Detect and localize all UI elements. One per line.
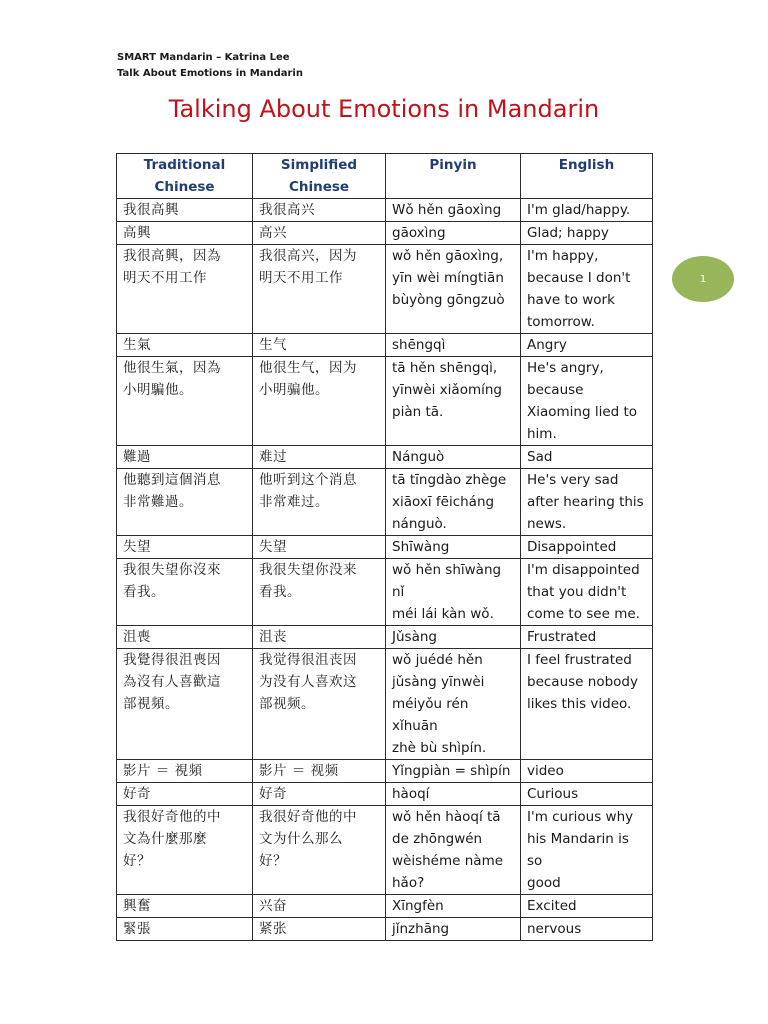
cell-pinyin: Nánguò — [386, 446, 521, 469]
cell-simplified: 失望 — [253, 536, 386, 559]
cell-simplified: 沮丧 — [253, 626, 386, 649]
cell-simplified: 他听到这个消息 非常难过。 — [253, 469, 386, 536]
cell-english: I'm happy, because I don't have to work tomorrow. — [521, 245, 653, 334]
cell-traditional: 高興 — [117, 222, 253, 245]
cell-pinyin: Xīngfèn — [386, 895, 521, 918]
cell-english: nervous — [521, 918, 653, 941]
cell-pinyin: Jǔsàng — [386, 626, 521, 649]
cell-pinyin: Shīwàng — [386, 536, 521, 559]
cell-pinyin: gāoxìng — [386, 222, 521, 245]
table-row — [117, 446, 653, 469]
header-line-2: Talk About Emotions in Mandarin — [117, 68, 303, 79]
table-row — [117, 199, 653, 222]
cell-english: He's angry, because Xiaoming lied to him. — [521, 357, 653, 446]
cell-traditional: 他聽到這個消息 非常難過。 — [117, 469, 253, 536]
cell-traditional: 影片 ＝ 視頻 — [117, 760, 253, 783]
cell-english: video — [521, 760, 653, 783]
table-row — [117, 806, 653, 895]
cell-pinyin: shēngqì — [386, 334, 521, 357]
table-row — [117, 469, 653, 536]
cell-simplified: 我很好奇他的中 文为什么那么 好？ — [253, 806, 386, 895]
cell-simplified: 好奇 — [253, 783, 386, 806]
cell-traditional: 他很生氣，因為 小明騙他。 — [117, 357, 253, 446]
cell-simplified: 我很高兴，因为 明天不用工作 — [253, 245, 386, 334]
cell-english: Sad — [521, 446, 653, 469]
page-number-badge: 1 — [672, 256, 734, 302]
cell-simplified: 兴奋 — [253, 895, 386, 918]
page-title: Talking About Emotions in Mandarin — [168, 95, 600, 123]
cell-simplified: 生气 — [253, 334, 386, 357]
table-row — [117, 649, 653, 760]
cell-pinyin: wǒ hěn gāoxìng, yīn wèi míngtiān bùyòng gōngzuò — [386, 245, 521, 334]
cell-pinyin: tā tīngdào zhège xiāoxī fēicháng nánguò. — [386, 469, 521, 536]
table-row — [117, 357, 653, 446]
vocabulary-table — [116, 153, 653, 941]
cell-simplified: 难过 — [253, 446, 386, 469]
cell-pinyin: hàoqí — [386, 783, 521, 806]
table-row — [117, 783, 653, 806]
cell-english: I'm disappointed that you didn't come to see me. — [521, 559, 653, 626]
table-body — [117, 199, 653, 941]
cell-pinyin: jǐnzhāng — [386, 918, 521, 941]
cell-english: He's very sad after hearing this news. — [521, 469, 653, 536]
table-row — [117, 559, 653, 626]
cell-traditional: 難過 — [117, 446, 253, 469]
cell-english: Angry — [521, 334, 653, 357]
cell-traditional: 生氣 — [117, 334, 253, 357]
cell-traditional: 我覺得很沮喪因 為沒有人喜歡這 部視頻。 — [117, 649, 253, 760]
cell-simplified: 紧张 — [253, 918, 386, 941]
cell-traditional: 我很高興，因為 明天不用工作 — [117, 245, 253, 334]
cell-simplified: 我很高兴 — [253, 199, 386, 222]
document-header — [117, 50, 303, 82]
cell-simplified: 影片 ＝ 视频 — [253, 760, 386, 783]
table-row — [117, 536, 653, 559]
cell-english: I feel frustrated because nobody likes this video. — [521, 649, 653, 760]
table-header-row — [117, 154, 653, 199]
cell-pinyin: Wǒ hěn gāoxìng — [386, 199, 521, 222]
header-traditional: Traditional Chinese — [117, 154, 253, 199]
cell-traditional: 興奮 — [117, 895, 253, 918]
header-pinyin: Pinyin — [386, 154, 521, 199]
cell-traditional: 沮喪 — [117, 626, 253, 649]
cell-traditional: 緊張 — [117, 918, 253, 941]
cell-english: Curious — [521, 783, 653, 806]
table-row — [117, 626, 653, 649]
cell-traditional: 我很失望你沒來 看我。 — [117, 559, 253, 626]
cell-traditional: 我很高興 — [117, 199, 253, 222]
cell-traditional: 好奇 — [117, 783, 253, 806]
table-row — [117, 760, 653, 783]
table-row — [117, 222, 653, 245]
cell-english: Excited — [521, 895, 653, 918]
cell-english: I'm curious why his Mandarin is so good — [521, 806, 653, 895]
cell-pinyin: tā hěn shēngqì, yīnwèi xiǎomíng piàn tā. — [386, 357, 521, 446]
cell-pinyin: Yǐngpiàn = shìpín — [386, 760, 521, 783]
cell-pinyin: wǒ juédé hěn jǔsàng yīnwèi méiyǒu rén xǐhuān zhè bù shìpín. — [386, 649, 521, 760]
header-line-1: SMART Mandarin – Katrina Lee — [117, 52, 290, 63]
cell-english: I'm glad/happy. — [521, 199, 653, 222]
table-row — [117, 918, 653, 941]
table-row — [117, 334, 653, 357]
cell-pinyin: wǒ hěn hàoqí tā de zhōngwén wèishéme nàme hǎo? — [386, 806, 521, 895]
cell-traditional: 我很好奇他的中 文為什麼那麼 好？ — [117, 806, 253, 895]
header-simplified: Simplified Chinese — [253, 154, 386, 199]
table-row — [117, 895, 653, 918]
cell-english: Frustrated — [521, 626, 653, 649]
cell-simplified: 他很生气，因为 小明骗他。 — [253, 357, 386, 446]
cell-simplified: 我很失望你没来 看我。 — [253, 559, 386, 626]
cell-english: Glad; happy — [521, 222, 653, 245]
cell-simplified: 高兴 — [253, 222, 386, 245]
table-row — [117, 245, 653, 334]
cell-pinyin: wǒ hěn shīwàng nǐ méi lái kàn wǒ. — [386, 559, 521, 626]
cell-simplified: 我觉得很沮丧因 为没有人喜欢这 部视频。 — [253, 649, 386, 760]
cell-english: Disappointed — [521, 536, 653, 559]
cell-traditional: 失望 — [117, 536, 253, 559]
header-english: English — [521, 154, 653, 199]
